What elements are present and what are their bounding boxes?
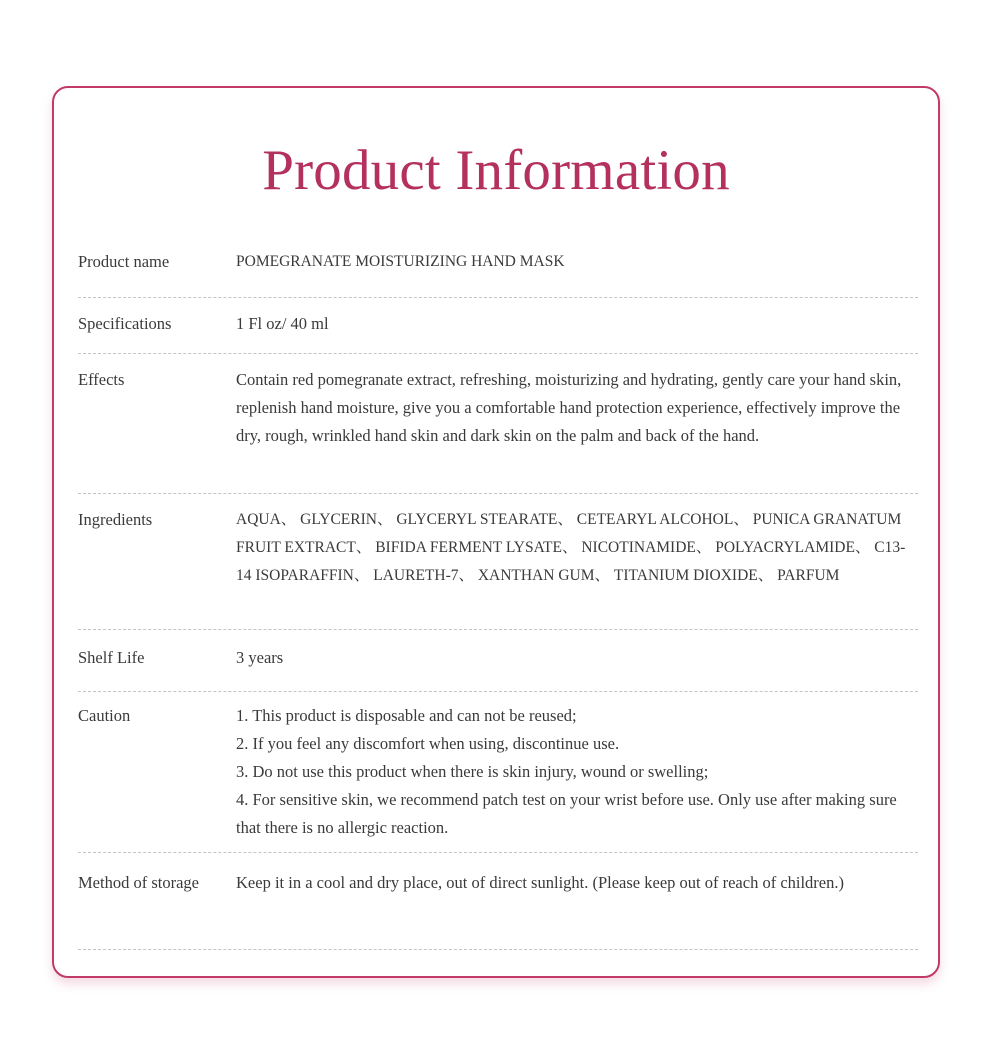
- caution-item: 2. If you feel any discomfort when using, discontinue use.: [236, 734, 620, 753]
- product-info-card: [52, 86, 940, 978]
- row-storage: [78, 853, 918, 950]
- row-ingredients: [78, 494, 918, 630]
- product-name-value: POMEGRANATE MOISTURIZING HAND MASK: [236, 253, 565, 270]
- product-name-label: Product name: [78, 252, 170, 271]
- shelf-life-value: 3 years: [236, 648, 284, 667]
- ingredients-value: AQUA、 GLYCERIN、 GLYCERYL STEARATE、 CETEARYL ALCOHOL、 PUNICA GRANATUM FRUIT EXTRACT、 BIFIDA FERMENT LYSATE、 NICOTINAMIDE、 POLYACRYLAMIDE、 C13-14 ISOPARAFFIN、 LAURETH-7、 XANTHAN GUM、 TITANIUM DIOXIDE、 PARFUM: [236, 511, 906, 584]
- ingredients-label: Ingredients: [78, 510, 153, 529]
- row-shelf-life: [78, 630, 918, 692]
- row-specifications: [78, 298, 918, 354]
- caution-item: 4. For sensitive skin, we recommend patch test on your wrist before use. Only use after making sure that there is no allergic reaction.: [236, 790, 897, 837]
- storage-label: Method of storage: [78, 873, 199, 892]
- shelf-life-label: Shelf Life: [78, 648, 145, 667]
- row-effects: [78, 354, 918, 494]
- storage-value: Keep it in a cool and dry place, out of direct sunlight. (Please keep out of reach of children.): [236, 873, 844, 892]
- caution-item: 1. This product is disposable and can not be reused;: [236, 706, 577, 725]
- specifications-value: 1 Fl oz/ 40 ml: [236, 314, 329, 333]
- effects-label: Effects: [78, 370, 125, 389]
- row-product-name: [78, 242, 918, 298]
- caution-list: [236, 702, 918, 852]
- page-title: Product Information: [262, 139, 730, 202]
- specifications-label: Specifications: [78, 314, 172, 333]
- info-table: [78, 242, 918, 950]
- caution-label: Caution: [78, 706, 131, 725]
- caution-item: 3. Do not use this product when there is skin injury, wound or swelling;: [236, 762, 709, 781]
- row-caution: [78, 692, 918, 853]
- effects-value: Contain red pomegranate extract, refreshing, moisturizing and hydrating, gently care your hand skin, replenish hand moisture, give you a comfortable hand protection experience, effectively improve the dry, rough, wrinkled hand skin and dark skin on the palm and back of the hand.: [236, 370, 902, 445]
